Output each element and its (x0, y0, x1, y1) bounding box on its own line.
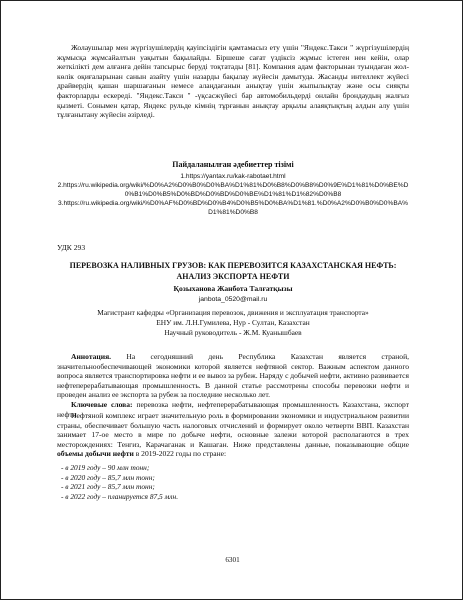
keywords-text: перевозка нефти, нефтеперерабатывающая промышленность Казахстана, экспорт нефти (57, 399, 409, 419)
udk-code: УДК 293 (57, 243, 86, 252)
list-item: - в 2022 году – планируется 87,5 млн. (61, 492, 179, 502)
references-list (57, 172, 409, 217)
reference-1[interactable]: 1.https://yantax.ru/kak-rabotaet.html (180, 173, 286, 180)
author-email[interactable]: janbota_0520@mail.ru (198, 296, 268, 303)
reference-2[interactable]: 2.https://ru.wikipedia.org/wiki/%D0%A2%D0%B0%D0%BA%D1%81%D0%B8%D0%B8%D0%9E%D1%81%D0%BE%D0%B1%D0%B5%D0%BD%D0%BD%D0%BE%D1%81%D1%82%D0%B8 (57, 182, 409, 198)
supervisor: Научный руководитель - Ж.М. Куанышбаев (164, 328, 302, 337)
affiliation-line-1: Магистрант кафедры «Организация перевозок, движения и эксплуатация транспорта» (97, 308, 369, 317)
list-item: - в 2020 году – 85,7 млн тонн; (61, 472, 155, 482)
top-paragraph (57, 43, 409, 120)
list-item: - в 2019 году – 90 млн тонн; (61, 463, 150, 472)
reference-3[interactable]: 3.https://ru.wikipedia.org/wiki/%D0%AF%D0%BD%D0%B4%D0%B5%D0%BA%D1%81.%D0%A2%D0%B0%D0%BA%D1%81%D0%B8 (58, 200, 408, 216)
abstract (57, 352, 409, 419)
list-item: - в 2021 году – 85,7 млн тонн; (61, 482, 155, 492)
abstract-paragraph (57, 352, 409, 400)
body-text: Нефтяной комплекс играет значительную роль в формировании экономики и индустриальном развитии страны, обеспечивает большую часть налоговых отчислений и формирует около четверти ВВП. Казахстан занимает 17-ое место в мире по добыче нефти, основные залежи которой располагаются в трех месторождениях: Тенгиз, Карачаганак и Кашаган. Ниже представлены данные, показывающие общие объемы добычи нефти в 2019-2022 годы по стране: (57, 411, 409, 459)
production-list (61, 463, 413, 502)
body-emphasis: объемы добычи нефти (57, 449, 134, 459)
author-name: Қозыханова Жанбота Талғатқызы (173, 284, 293, 293)
affiliation (57, 308, 409, 338)
abstract-text: На сегодняшний день Республика Казахстан является страной, значительнообеспечивающей экономики которой является нефтяной сектор. Важным аспектом данного вопроса является транспортировка нефти и ее вывоз за рубеж. Наряду с добычей нефти, активно развивается нефтеперерабатывающая промышленность. В данной статье рассмотрены способы перевозки нефти и проведен анализ ее экспорта за рубеж за последние несколько лет. (57, 352, 409, 400)
body-paragraph (57, 411, 409, 459)
top-paragraph-text: Жолаушылар мен жүргізушілердің қауіпсіздігін қамтамасыз ету үшін "Яндекс.Такси " жүргізушілердің жұмысқа жұмсайалтын уақытын бақылайды. Біршеше сағат үздіксіз жұмыс істеген нен кейін, олар жеткілікті дем алғанға дейін тапсырыс беруді тоқтатады [81]. Компания адам факторынан туындаған жол-көлік оқиғаларынан санын азайту үшін назарды бақылау жүйесін дамытуда. Жасанды интеллект жүйесі драйвердің қашан шаршағанын немесе алаңдағанын анықтау үшін жыпылықтау және осы сияқты факторларды ескереді. "Яндекс.Такси " -үқсасжүйесі бар автомобильдерді онлайн брондаудың жалғыз қызметі. Сонымен қатар, Яндекс рульде кімнің тұрғанын анықтау арқылы алаяқтықтың алдын алу үшін тұлғанытану жүйесін әзірледі. (57, 43, 409, 120)
affiliation-line-2: ЕНУ им. Л.Н.Гумилева, Нур - Султан, Казахстан (156, 318, 310, 327)
abstract-label: Аннотация. (71, 352, 112, 361)
references-title: Пайдаланылған әдебиеттер тізімі (172, 160, 294, 169)
page-number: 6301 (225, 556, 240, 564)
keywords-label: Ключевые слова: (71, 399, 133, 409)
article-title: ПЕРЕВОЗКА НАЛИВНЫХ ГРУЗОВ: КАК ПЕРЕВОЗИТСЯ КАЗАХСТАНСКАЯ НЕФТЬ: АНАЛИЗ ЭКСПОРТА НЕФТИ (69, 261, 397, 281)
